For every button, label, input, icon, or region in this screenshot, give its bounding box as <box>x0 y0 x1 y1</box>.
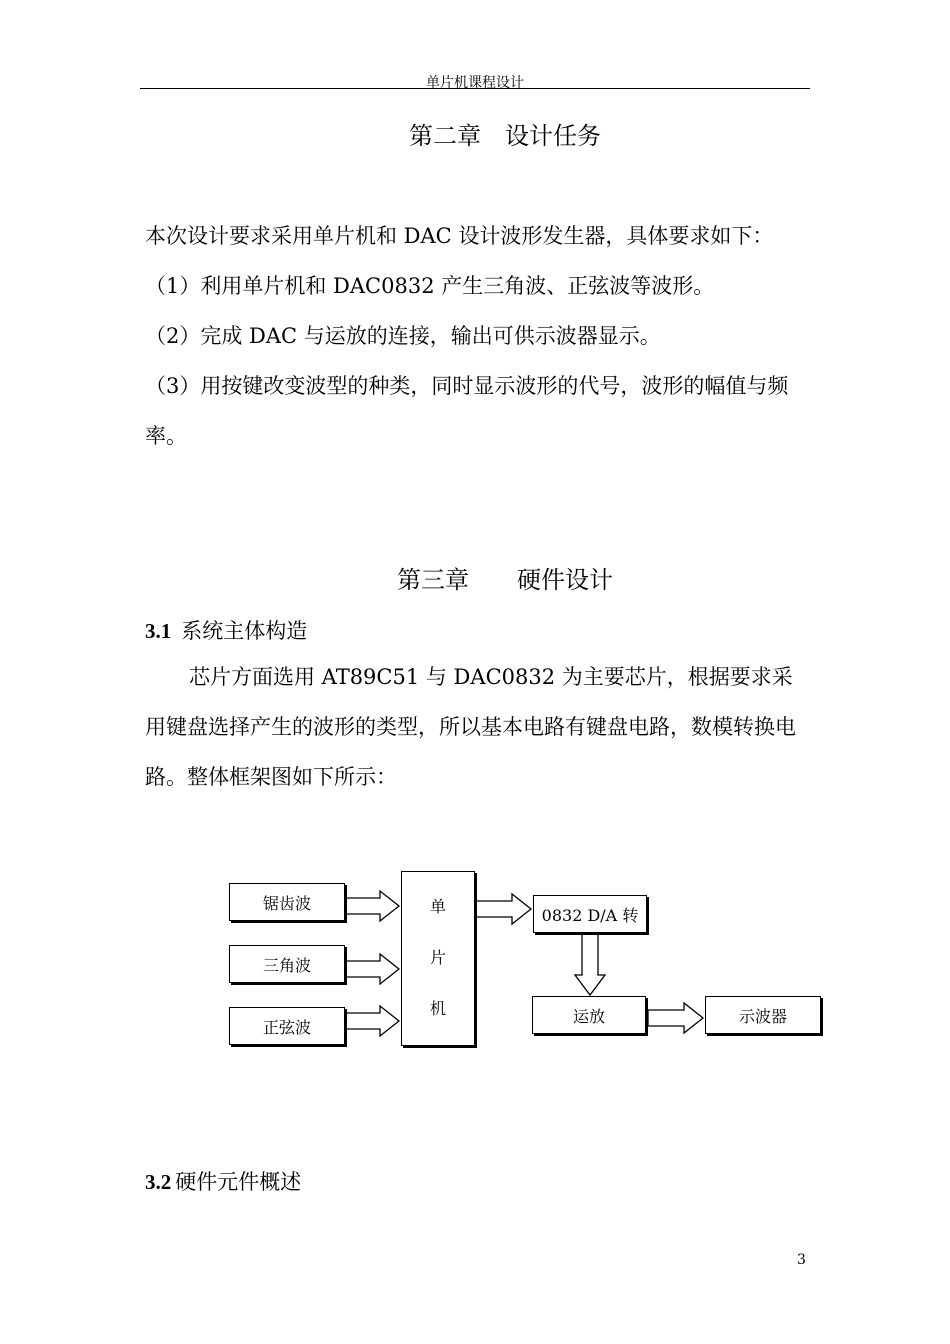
box-dac: 0832 D/A 转 <box>533 895 647 933</box>
page-number: 3 <box>797 1252 806 1268</box>
chapter-2-body <box>145 211 810 461</box>
requirement-3: （3）用按键改变波型的种类，同时显示波形的代号，波形的幅值与频率。 <box>145 374 789 448</box>
arrow-mcu-to-dac <box>476 894 531 924</box>
arrow-dac-to-amp <box>575 934 605 995</box>
requirement-1: （1）利用单片机和 DAC0832 产生三角波、正弦波等波形。 <box>145 274 715 298</box>
header-rule <box>140 88 810 89</box>
chapter-2-title: 第二章 设计任务 <box>409 122 601 150</box>
box-sine-wave: 正弦波 <box>229 1007 345 1045</box>
arrow-amp-to-scope <box>648 1003 703 1033</box>
section-title: 系统主体构造 <box>181 619 308 643</box>
section-number: 3.2 <box>145 1170 172 1194</box>
arrow-sawtooth-to-mcu <box>346 891 399 921</box>
section-number: 3.1 <box>145 619 172 643</box>
requirement-2: （2）完成 DAC 与运放的连接，输出可供示波器显示。 <box>145 324 661 348</box>
box-triangle-wave: 三角波 <box>229 945 345 983</box>
running-header: 单片机课程设计 <box>426 75 524 91</box>
box-oscilloscope: 示波器 <box>705 996 821 1034</box>
section-title: 硬件元件概述 <box>175 1170 302 1194</box>
chapter-3-body: 芯片方面选用 AT89C51 与 DAC0832 为主要芯片，根据要求采用键盘选择产生的波形的类型，所以基本电路有键盘电路，数模转换电路。整体框架图如下所示： <box>145 665 796 789</box>
box-mcu <box>401 871 475 1046</box>
section-3-2-heading <box>145 1166 301 1196</box>
arrow-sine-to-mcu <box>346 1006 399 1036</box>
requirement-intro: 本次设计要求采用单片机和 DAC 设计波形发生器，具体要求如下： <box>145 224 774 248</box>
box-sawtooth-wave: 锯齿波 <box>229 883 345 921</box>
mcu-char-3: 机 <box>429 999 446 1018</box>
chapter-3-title: 第三章 硬件设计 <box>397 566 613 594</box>
mcu-char-1: 单 <box>429 897 446 916</box>
arrow-triangle-to-mcu <box>346 954 399 984</box>
mcu-char-2: 片 <box>429 948 446 967</box>
box-op-amp: 运放 <box>532 996 646 1034</box>
section-3-1-heading <box>145 615 307 645</box>
